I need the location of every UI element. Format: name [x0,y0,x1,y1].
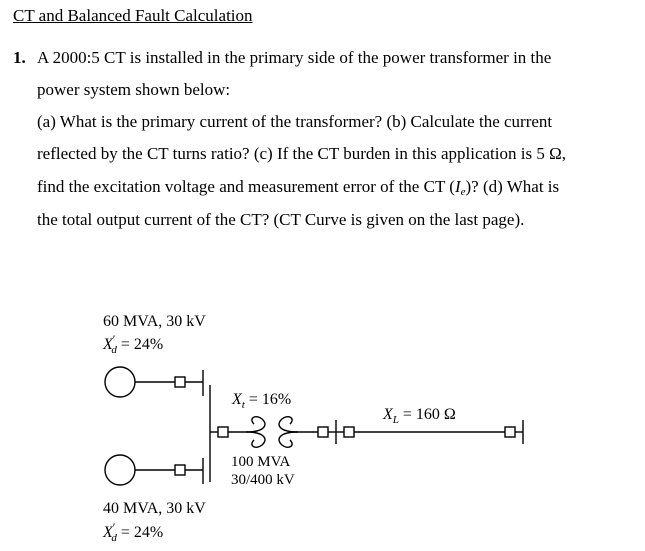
question-line-2: power system shown below: [37,80,231,99]
generator-1-reactance: X′ d = 24% [103,332,164,356]
transformer-voltage: 30/400 kV [231,472,295,488]
generator-2-rating: 40 MVA, 30 kV [103,500,206,517]
transformer-primary-winding [246,417,265,432]
question-number: 1. [13,48,26,67]
transformer-lv-breaker [318,427,328,437]
generator-1-symbol [105,367,135,397]
question-line-3: (a) What is the primary current of the transformer? (b) Calculate the current [37,112,553,131]
line-receiving-breaker [505,427,515,437]
generator-2-symbol [105,455,135,485]
question-line-5-start: find the excitation voltage and measurement error of the CT ( [37,177,455,196]
generator-2-breaker [175,465,185,475]
generator-1-rating: 60 MVA, 30 kV [103,313,206,330]
question-line-5-end: )? (d) What is [465,177,560,196]
line-sending-breaker [344,427,354,437]
ie-symbol: I [454,177,461,196]
generator-2-reactance: X′ d = 24% [103,520,164,544]
transformer-hv-breaker [218,427,228,437]
line-reactance: $X_L = 160$ Ω [383,406,456,426]
question-line-4: reflected by the CT turns ratio? (c) If the CT burden in this application is 5 Ω, [37,144,566,163]
transformer-rating: 100 MVA [231,454,291,470]
transformer-reactance: $X_t = 16\%$ [232,391,292,411]
generator-1-breaker [175,377,185,387]
page-title: CT and Balanced Fault Calculation [13,6,253,25]
ie-subscript: e [460,186,466,198]
transformer-secondary-winding [279,417,298,432]
question-line-1: A 2000:5 CT is installed in the primary side of the power transformer in the [37,48,552,67]
question-line-6: the total output current of the CT? (CT Curve is given on the last page). [37,210,525,229]
